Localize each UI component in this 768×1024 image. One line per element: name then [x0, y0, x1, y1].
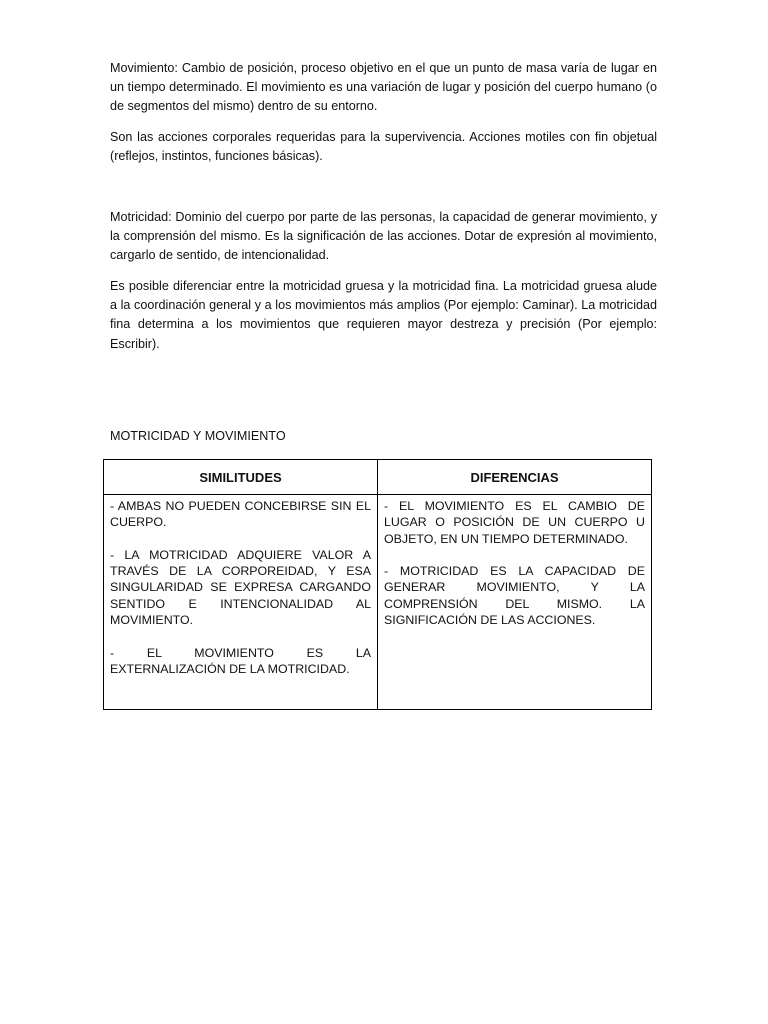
header-diferencias: DIFERENCIAS	[378, 460, 652, 495]
paragraph-movimiento-acciones: Son las acciones corporales requeridas para la supervivencia. Acciones motiles con fin objetual (reflejos, instintos, funciones básicas).	[110, 130, 657, 164]
diferencias-cell	[378, 495, 652, 710]
similitud-item: - AMBAS NO PUEDEN CONCEBIRSE SIN EL CUERPO.	[110, 499, 371, 530]
table-header-row	[104, 460, 652, 495]
diferencia-item: - MOTRICIDAD ES LA CAPACIDAD DE GENERAR MOVIMIENTO, Y LA COMPRENSIÓN DEL MISMO. LA SIGNIFICACIÓN DE LAS ACCIONES.	[384, 564, 645, 628]
diferencia-item: - EL MOVIMIENTO ES EL CAMBIO DE LUGAR O POSICIÓN DE UN CUERPO U OBJETO, EN UN TIEMPO DETERMINADO.	[384, 499, 645, 546]
table-body-row	[104, 495, 652, 710]
paragraph-motricidad-definition: Motricidad: Dominio del cuerpo por parte de las personas, la capacidad de generar movimiento, y la comprensión del mismo. Es la significación de las acciones. Dotar de expresión al movimiento, cargarlo de sentido, de intencionalidad.	[110, 210, 657, 263]
paragraph-motricidad-gruesa-fina: Es posible diferenciar entre la motricidad gruesa y la motricidad fina. La motricidad gruesa alude a la coordinación general y a los movimientos más amplios (Por ejemplo: Caminar). La motricidad fina determina a los movimientos que requieren mayor destreza y precisión (Por ejemplo: Escribir).	[110, 279, 657, 351]
similitud-item: - EL MOVIMIENTO ES LA EXTERNALIZACIÓN DE LA MOTRICIDAD.	[110, 645, 371, 676]
similitudes-cell	[104, 495, 378, 710]
similitud-item: - LA MOTRICIDAD ADQUIERE VALOR A TRAVÉS DE LA CORPOREIDAD, Y ESA SINGULARIDAD SE EXPRESA CARGANDO SENTIDO E INTENCIONALIDAD AL MOVIMIENTO.	[110, 547, 371, 628]
comparison-table	[103, 459, 652, 710]
section-title: MOTRICIDAD Y MOVIMIENTO	[110, 429, 286, 443]
header-similitudes: SIMILITUDES	[104, 460, 378, 495]
paragraph-movimiento-definition: Movimiento: Cambio de posición, proceso objetivo en el que un punto de masa varía de lugar en un tiempo determinado. El movimiento es una variación de lugar y posición del cuerpo humano (o de segmentos del mismo) dentro de su entorno.	[110, 61, 657, 114]
